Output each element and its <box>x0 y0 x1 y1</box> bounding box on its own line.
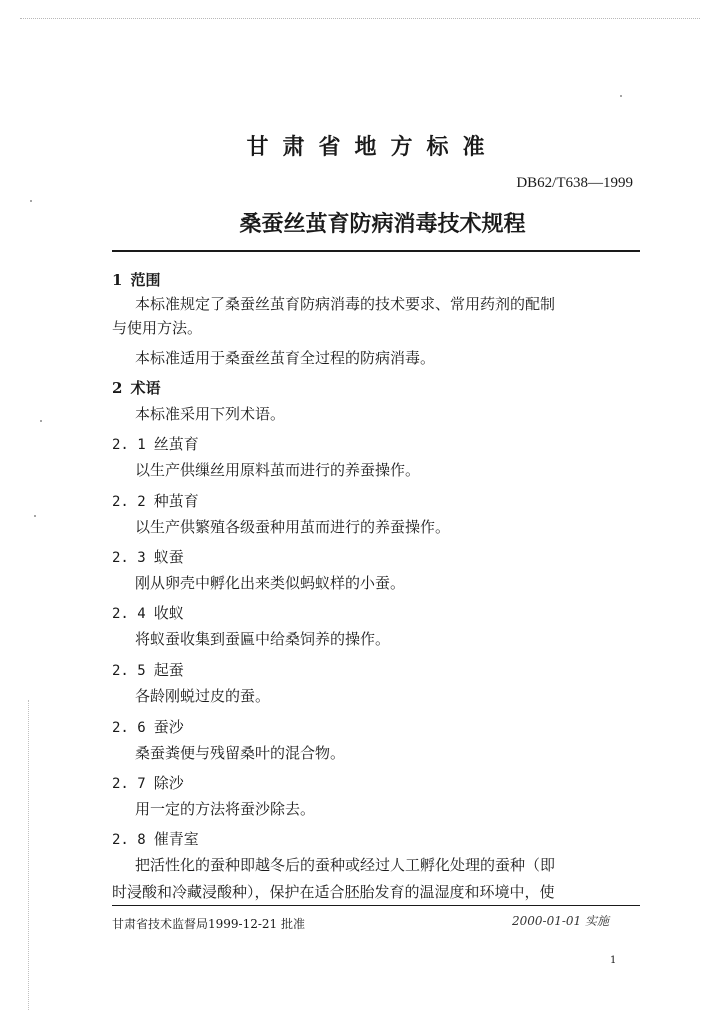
section-number: 1 <box>112 271 123 289</box>
paragraph-line: 各龄刚蜕过皮的蚕。 <box>135 687 271 705</box>
term-title: 蚕沙 <box>153 718 184 736</box>
term-number: 2. 5 <box>112 663 146 679</box>
term-heading <box>112 434 199 455</box>
paragraph-line: 用一定的方法将蚕沙除去。 <box>135 800 316 818</box>
scan-speck <box>40 420 42 422</box>
paragraph-line: 本标准适用于桑蚕丝茧育全过程的防病消毒。 <box>135 349 436 367</box>
paragraph-line: 刚从卵壳中孵化出来类似蚂蚁样的小蚕。 <box>135 574 406 592</box>
scan-speck <box>620 95 622 97</box>
term-number: 2. 1 <box>112 437 146 453</box>
paragraph-line: 时浸酸和冷藏浸酸种），保护在适合胚胎发育的温湿度和环境中，使 <box>112 883 555 901</box>
term-heading <box>112 829 199 850</box>
term-title: 种茧育 <box>153 492 199 510</box>
term-number: 2. 3 <box>112 550 146 566</box>
page-number: 1 <box>610 955 617 966</box>
term-number: 2. 2 <box>112 494 146 510</box>
term-number: 2. 6 <box>112 720 146 736</box>
term-title: 除沙 <box>153 774 184 792</box>
section-heading <box>112 270 160 290</box>
title-rule <box>112 250 640 252</box>
term-heading <box>112 773 184 794</box>
term-title: 蚁蚕 <box>153 548 184 566</box>
term-heading <box>112 603 184 624</box>
term-title: 丝茧育 <box>153 435 199 453</box>
paragraph-line: 桑蚕粪便与残留桑叶的混合物。 <box>135 744 346 762</box>
scan-artifact <box>28 700 89 1010</box>
term-title: 收蚁 <box>153 604 184 622</box>
footer-rule <box>112 905 640 906</box>
document-title: 桑蚕丝茧育防病消毒技术规程 <box>239 211 526 237</box>
issue-date: 甘肃省技术监督局1999-12-21 批准 <box>112 917 306 931</box>
standard-number: DB62/T638—1999 <box>516 175 633 191</box>
paragraph-line: 本标准采用下列术语。 <box>135 405 286 423</box>
term-title: 起蚕 <box>153 661 184 679</box>
term-heading <box>112 547 184 568</box>
section-heading <box>112 378 160 398</box>
section-title: 范围 <box>130 271 161 289</box>
term-number: 2. 4 <box>112 606 146 622</box>
scan-speck <box>34 515 36 517</box>
term-heading <box>112 491 199 512</box>
implementation-date: 2000-01-01 实施 <box>512 914 610 928</box>
paragraph-line: 与使用方法。 <box>112 319 203 337</box>
paragraph-line: 以生产供缫丝用原料茧而进行的养蚕操作。 <box>135 461 421 479</box>
term-heading <box>112 717 184 738</box>
term-heading <box>112 660 184 681</box>
paragraph-line: 将蚁蚕收集到蚕匾中给桑饲养的操作。 <box>135 630 391 648</box>
standard-authority: 甘肃省地方标准 <box>246 134 499 160</box>
paragraph-line: 本标准规定了桑蚕丝茧育防病消毒的技术要求、常用药剂的配制 <box>135 295 556 313</box>
scan-border-dots <box>20 18 700 21</box>
section-title: 术语 <box>130 379 161 397</box>
paragraph-line: 把活性化的蚕种即越冬后的蚕种或经过人工孵化处理的蚕种（即 <box>135 856 556 874</box>
section-number: 2 <box>112 379 123 397</box>
term-title: 催青室 <box>153 830 199 848</box>
term-number: 2. 7 <box>112 776 146 792</box>
paragraph-line: 以生产供繁殖各级蚕种用茧而进行的养蚕操作。 <box>135 518 451 536</box>
term-number: 2. 8 <box>112 832 146 848</box>
scan-speck <box>30 200 32 202</box>
